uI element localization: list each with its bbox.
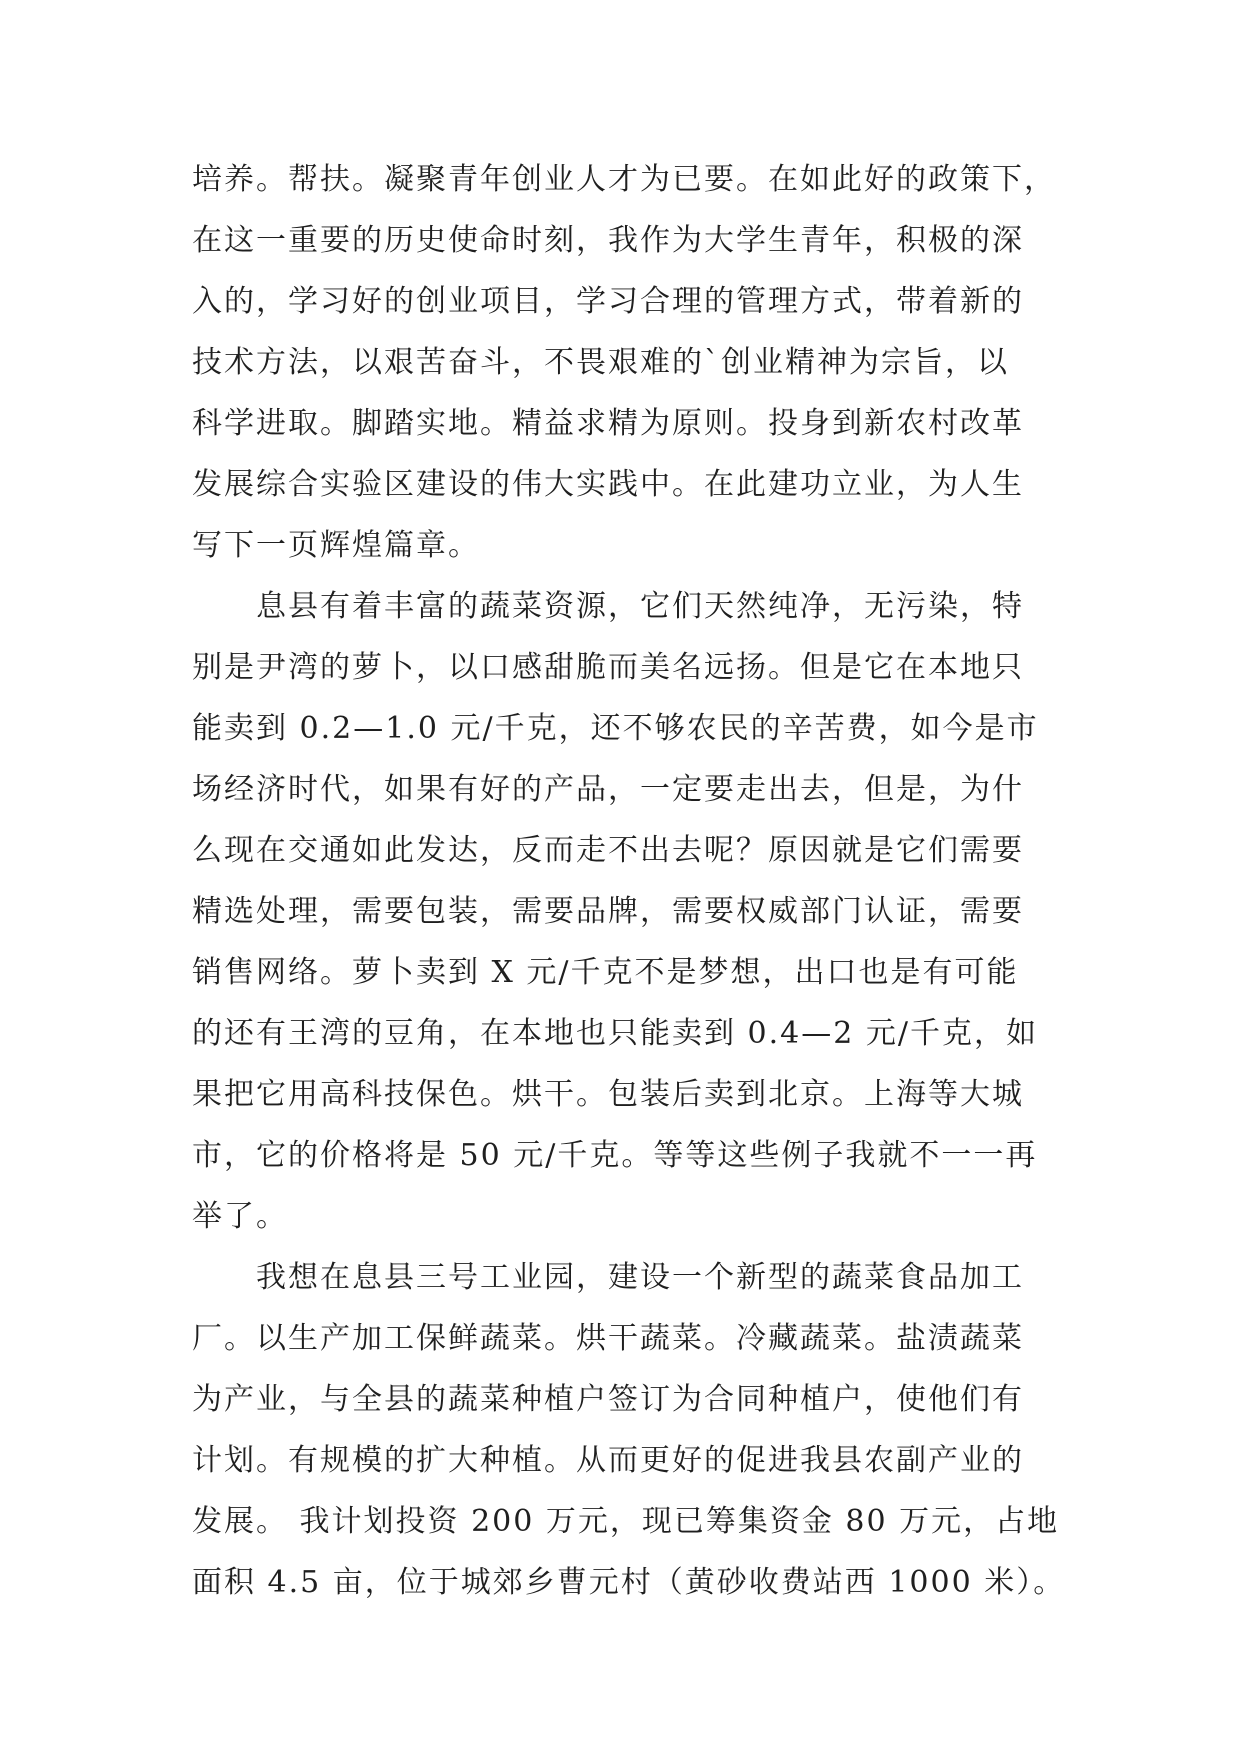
text-line: 举了。 — [192, 1199, 288, 1234]
text-line: 技术方法，以艰苦奋斗，不畏艰难的`创业精神为宗旨，以 — [192, 345, 1009, 380]
text-line: 培养。帮扶。凝聚青年创业人才为已要。在如此好的政策下， — [192, 162, 1056, 197]
text-line: 市，它的价格将是 50 元/千克。等等这些例子我就不一一再 — [192, 1138, 1038, 1173]
text-line: 精选处理，需要包装，需要品牌，需要权威部门认证，需要 — [192, 894, 1024, 929]
text-line: 写下一页辉煌篇章。 — [192, 528, 480, 563]
text-line: 为产业，与全县的蔬菜种植户签订为合同种植户，使他们有 — [192, 1382, 1024, 1417]
text-line: 在这一重要的历史使命时刻，我作为大学生青年，积极的深 — [192, 223, 1024, 258]
text-line: 的还有王湾的豆角，在本地也只能卖到 0.4—2 元/千克，如 — [192, 1016, 1038, 1051]
paragraph-2 — [192, 587, 1072, 1258]
text-line: 面积 4.5 亩，位于城郊乡曹元村（黄砂收费站西 1000 米）。 — [192, 1565, 1066, 1600]
text-line: 场经济时代，如果有好的产品，一定要走出去，但是，为什 — [192, 772, 1024, 807]
text-line: 我想在息县三号工业园，建设一个新型的蔬菜食品加工 — [256, 1260, 1024, 1295]
text-line: 计划。有规模的扩大种植。从而更好的促进我县农副产业的 — [192, 1443, 1024, 1478]
text-line: 么现在交通如此发达，反而走不出去呢？原因就是它们需要 — [192, 833, 1024, 868]
text-line: 发展。 我计划投资 200 万元，现已筹集资金 80 万元，占地 — [192, 1504, 1060, 1539]
text-line: 入的，学习好的创业项目，学习合理的管理方式，带着新的 — [192, 284, 1024, 319]
text-line: 果把它用高科技保色。烘干。包装后卖到北京。上海等大城 — [192, 1077, 1024, 1112]
paragraph-1 — [192, 160, 1072, 587]
text-line: 科学进取。脚踏实地。精益求精为原则。投身到新农村改革 — [192, 406, 1024, 441]
document-body — [192, 160, 1072, 1624]
text-line: 厂。以生产加工保鲜蔬菜。烘干蔬菜。冷藏蔬菜。盐渍蔬菜 — [192, 1321, 1024, 1356]
text-line: 息县有着丰富的蔬菜资源，它们天然纯净，无污染，特 — [256, 589, 1024, 624]
text-line: 能卖到 0.2—1.0 元/千克，还不够农民的辛苦费，如今是市 — [192, 711, 1039, 746]
text-line: 发展综合实验区建设的伟大实践中。在此建功立业，为人生 — [192, 467, 1024, 502]
text-line: 销售网络。萝卜卖到 X 元/千克不是梦想，出口也是有可能 — [192, 955, 1019, 990]
paragraph-3 — [192, 1258, 1072, 1624]
text-line: 别是尹湾的萝卜，以口感甜脆而美名远扬。但是它在本地只 — [192, 650, 1024, 685]
